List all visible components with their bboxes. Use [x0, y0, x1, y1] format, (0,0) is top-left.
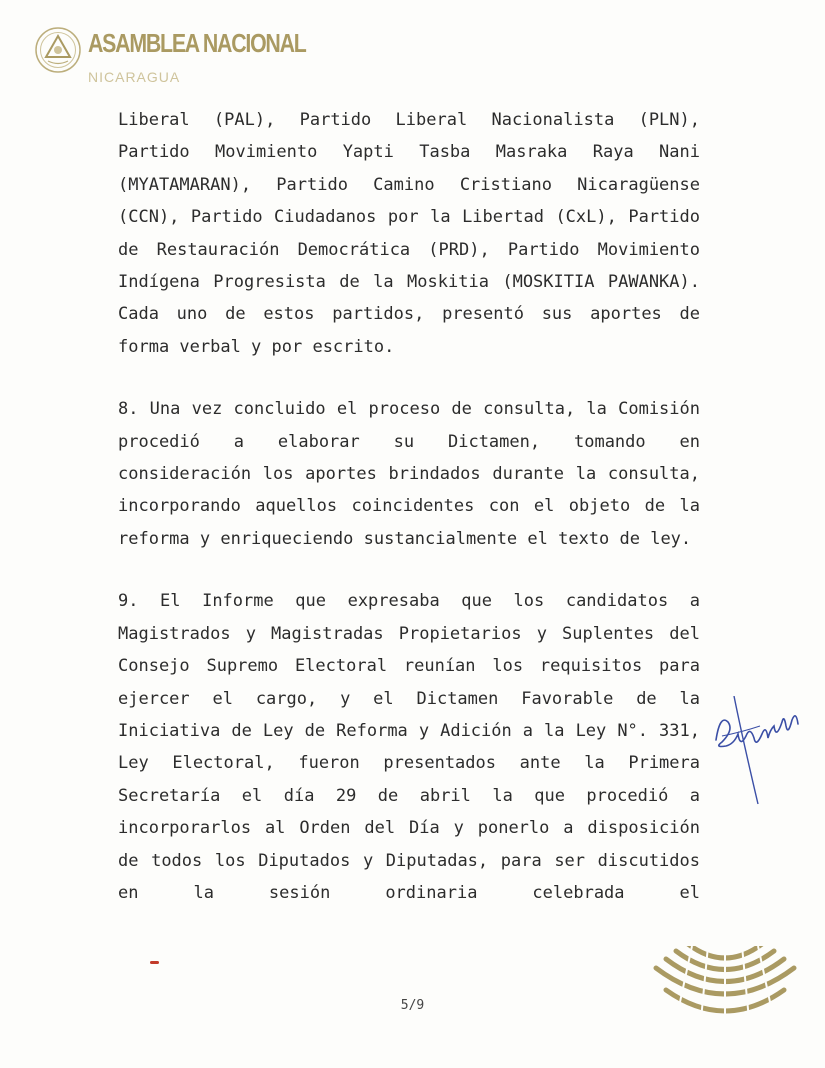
paragraph-8: 8. Una vez concluido el proceso de consulta, la Comisión procedió a elaborar su Dictamen, tomando en consideración los aportes brindados durante la consulta, incorporando aquellos coincidentes con el objeto de la reforma y enriqueciendo sustancialmente el texto de ley. — [118, 399, 700, 549]
paragraph-9: 9. El Informe que expresaba que los candidatos a Magistrados y Magistradas Propietarios y Suplentes del Consejo Supremo Electoral reunían los requisitos para ejercer el cargo, y el Dictamen Favorable de la Iniciativa de Ley de Reforma y Adición a la Ley N°. 331, Ley Electoral, fueron presentados ante la Primera Secretaría el día 29 de abril la que procedió a incorporarlos al Orden del Día y ponerlo a disposición de todos los Diputados y Diputadas, para ser discutidos en la sesión ordinaria celebrada el — [118, 591, 700, 903]
ink-speck — [150, 961, 159, 964]
institution-name: ASAMBLEA NACIONAL — [88, 28, 306, 58]
country-name: NICARAGUA — [88, 69, 181, 85]
document-body — [118, 104, 700, 909]
page-number: 5/9 — [400, 998, 425, 1013]
document-header — [34, 24, 306, 86]
parliament-hemicycle-icon — [652, 946, 798, 1030]
handwritten-signature-icon — [712, 696, 812, 806]
paragraph-continuation: Liberal (PAL), Partido Liberal Nacionalista (PLN), Partido Movimiento Yapti Tasba Masraka Raya Nani (MYATAMARAN), Partido Camino Cristiano Nicaragüense (CCN), Partido Ciudadanos por la Libertad (CxL), Partido de Restauración Democrática (PRD), Partido Movimiento Indígena Progresista de la Moskitia (MOSKITIA PAWANKA). Cada uno de estos partidos, presentó sus aportes de forma verbal y por escrito. — [118, 110, 700, 357]
national-seal-icon — [34, 26, 82, 74]
